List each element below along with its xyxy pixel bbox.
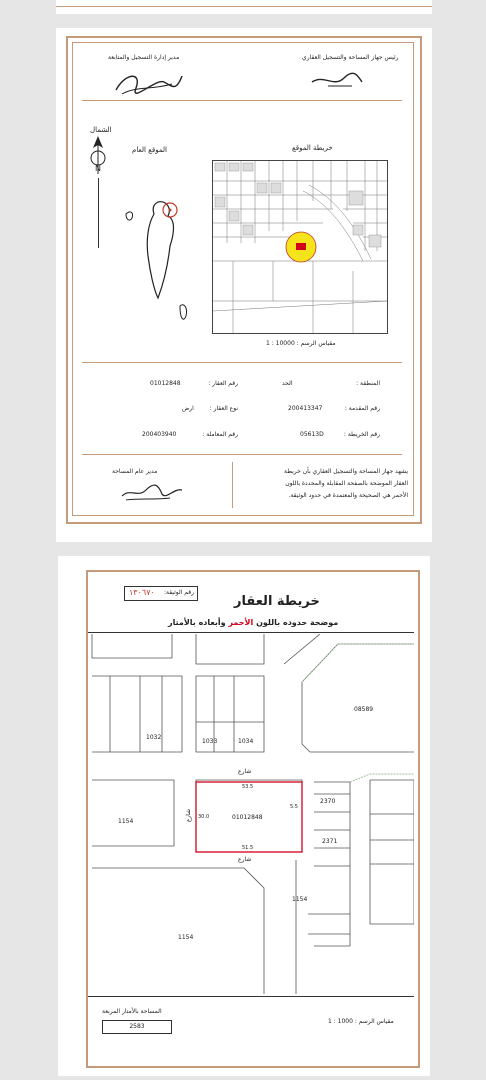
document-number-box xyxy=(124,586,198,601)
field-value: ارض xyxy=(182,405,194,412)
field-value: 200403940 xyxy=(142,431,177,438)
location-map xyxy=(212,160,388,334)
field-value: 05613D xyxy=(300,431,324,438)
director-title: مدير إدارة التسجيل والمتابعة xyxy=(108,54,180,61)
dimension-bottom: 51.5 xyxy=(242,845,254,851)
field-value: 200413347 xyxy=(288,405,323,412)
field-label: رقم المقدمة : xyxy=(344,405,380,412)
subtitle-prefix: موضحة حدوده باللون xyxy=(256,618,339,627)
dimension-left: 30.0 xyxy=(198,814,210,820)
field-parcel-no xyxy=(92,380,238,390)
field-region xyxy=(256,380,380,390)
survey-director-label: مدير عام المساحة xyxy=(112,468,158,475)
north-label: الشمال xyxy=(90,126,112,134)
location-scale: مقياس الرسم : 10000 : 1 xyxy=(266,340,336,347)
parcel-label-01012848: 01012848 xyxy=(232,814,263,821)
document-page-top xyxy=(56,0,432,14)
area-value-box xyxy=(102,1020,172,1034)
field-label: نوع العقار : xyxy=(209,405,238,412)
parcel-map xyxy=(88,634,414,994)
field-label: رقم الخريطة : xyxy=(343,431,380,438)
subtitle-red: الأحمر xyxy=(228,618,254,627)
parcel-map-page xyxy=(58,556,430,1076)
field-application-no xyxy=(256,405,380,415)
field-label: رقم المعاملة : xyxy=(202,431,238,438)
street-label-bottom: شارع xyxy=(238,856,252,863)
dimension-top: 53.5 xyxy=(242,784,254,790)
certify-line-1: يشهد جهاز المساحة والتسجيل العقاري بأن خريطة xyxy=(283,468,408,475)
parcel-label-1034: 1034 xyxy=(238,738,254,745)
field-map-no xyxy=(256,431,380,441)
certificate-page xyxy=(56,28,432,542)
certify-line-3: الأحمر هي الصحيحة والمعتمدة في حدود الوثيقة. xyxy=(288,492,408,499)
parcel-label-08589: 08589 xyxy=(354,706,374,713)
field-value: 01012848 xyxy=(150,380,181,387)
street-label-top: شارع xyxy=(238,768,252,775)
parcel-label-2370: 2370 xyxy=(320,798,336,805)
parcel-label-1154-mid: 1154 xyxy=(292,896,308,903)
president-title: رئيس جهاز المساحة والتسجيل العقاري xyxy=(302,54,399,61)
parcel-label-1154-bottom: 1154 xyxy=(178,934,194,941)
survey-director-signature xyxy=(118,478,186,504)
dimension-right: 5.5 xyxy=(290,804,298,810)
location-map-label: خريطة الموقع xyxy=(292,144,333,152)
field-transaction-no xyxy=(92,431,238,441)
president-signature xyxy=(308,68,364,92)
document-number-label: رقم الوثيقة: xyxy=(163,589,194,596)
document-number-value: ١٣٠٦٧٠ xyxy=(129,588,155,597)
field-property-type xyxy=(92,405,238,415)
map-subtitle xyxy=(168,618,338,627)
street-label-side: شارع xyxy=(185,808,193,823)
north-letter: N xyxy=(95,164,101,173)
general-location-label: الموقع العام xyxy=(132,146,167,154)
subtitle-suffix: وأبعاده بالأمتار xyxy=(168,618,226,627)
parcel-label-2371: 2371 xyxy=(322,838,338,845)
certify-line-2: العقار الموضحة بالصفحة المقابلة والمحددة باللون xyxy=(285,480,408,487)
parcel-label-1154-left: 1154 xyxy=(118,818,134,825)
parcel-label-1033: 1033 xyxy=(202,738,218,745)
parcel-label-1032: 1032 xyxy=(146,734,162,741)
field-value: الحد xyxy=(282,380,293,387)
location-map-drawing xyxy=(213,161,387,333)
map-title: خريطة العقار xyxy=(234,594,320,609)
field-label: المنطقة : xyxy=(356,380,380,387)
area-label: المساحة بالأمتار المربعة xyxy=(102,1008,162,1015)
parcel-map-scale: مقياس الرسم : 1000 : 1 xyxy=(328,1018,394,1025)
director-signature xyxy=(112,68,186,98)
area-value: 2583 xyxy=(129,1023,145,1030)
field-label: رقم العقار : xyxy=(208,380,238,387)
bahrain-location-map xyxy=(118,194,200,334)
